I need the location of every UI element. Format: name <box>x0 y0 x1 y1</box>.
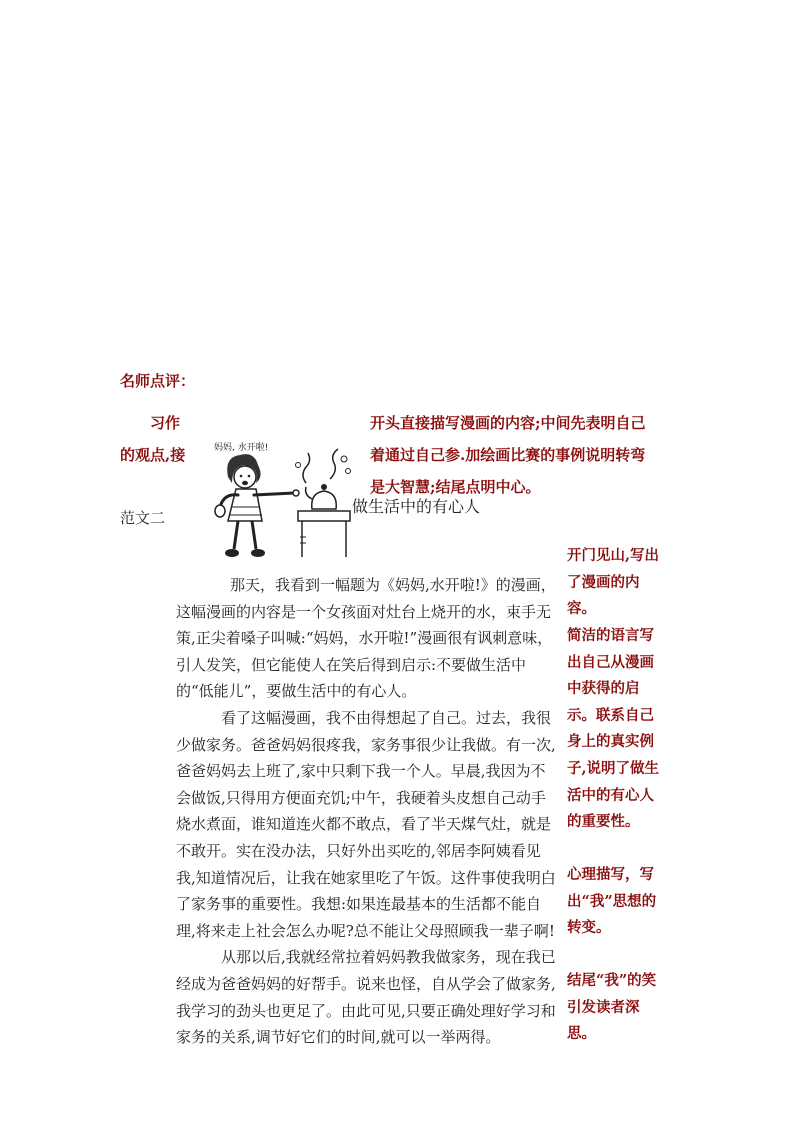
paragraph: 从那以后,我就经常拉着妈妈教我做家务，现在我已经成为爸爸妈妈的好帮手。说来也怪，自从学会了做家务,我学习的劲头也更足了。由此可见,只要正确处理好学习和家务的关系,调节好它们的时间,就可以一举两得。 <box>176 948 556 1047</box>
side-note: 简洁的语言写出自己从漫画中获得的启示。联系自己身上的真实例子,说明了做生活中的有心人的重要性。 <box>567 627 660 831</box>
essay-title: 做生活中的有心人 <box>352 497 481 516</box>
cartoon-illustration <box>210 437 353 565</box>
essay-body <box>176 572 560 1051</box>
comment-line-2-left: 的观点,接 <box>120 446 186 464</box>
comment-line-1-right: 开头直接描写漫画的内容;中间先表明自己 <box>370 414 646 432</box>
comment-line-2-right: 着通过自己参.加绘画比赛的事例说明转弯 <box>370 446 646 464</box>
cartoon-drawing <box>210 437 353 565</box>
sample-label: 范文二 <box>120 509 166 527</box>
side-note: 开门见山,写出了漫画的内容。 <box>567 547 660 618</box>
comment-line-1-left: 习作 <box>150 414 181 432</box>
comment-label: 名师点评： <box>120 372 196 390</box>
side-note: 结尾“我”的笑引发读者深思。 <box>567 972 657 1043</box>
comment-line-3-right: 是大智慧;结尾点明中心。 <box>370 478 541 496</box>
paragraph: 看了这幅漫画，我不由得想起了自己。过去，我很少做家务。爸爸妈妈很疼我，家务事很少让我做。有一次,爸爸妈妈去上班了,家中只剩下我一个人。早晨,我因为不会做饭,只得用方便面充饥;中午，我硬着头皮想自己动手烧水煮面，谁知道连火都不敢点，看了半天煤气灶，就是不敢开。实在没办法，只好外出买吃的,邻居李阿姨看见我,知道情况后，让我在她家里吃了午饭。这件事使我明白了家务事的重要性。我想:如果连最基本的生活都不能自理,将来走上社会怎么办呢?总不能让父母照顾我一辈子啊! <box>176 708 556 940</box>
cartoon-caption: 妈妈, 水开啦! <box>214 443 269 453</box>
paragraph: 那天，我看到一幅题为《妈妈,水开啦!》的漫画，这幅漫画的内容是一个女孩面对灶台上烧开的水，束手无策,正尖着嗓子叫喊:“妈妈，水开啦!”漫画很有讽刺意味，引人发笑，但它能使人在笑后得到启示:不要做生活中的“低能儿”，要做生活中的有心人。 <box>176 576 556 701</box>
side-note: 心理描写，写出“我”思想的转变。 <box>567 866 657 937</box>
